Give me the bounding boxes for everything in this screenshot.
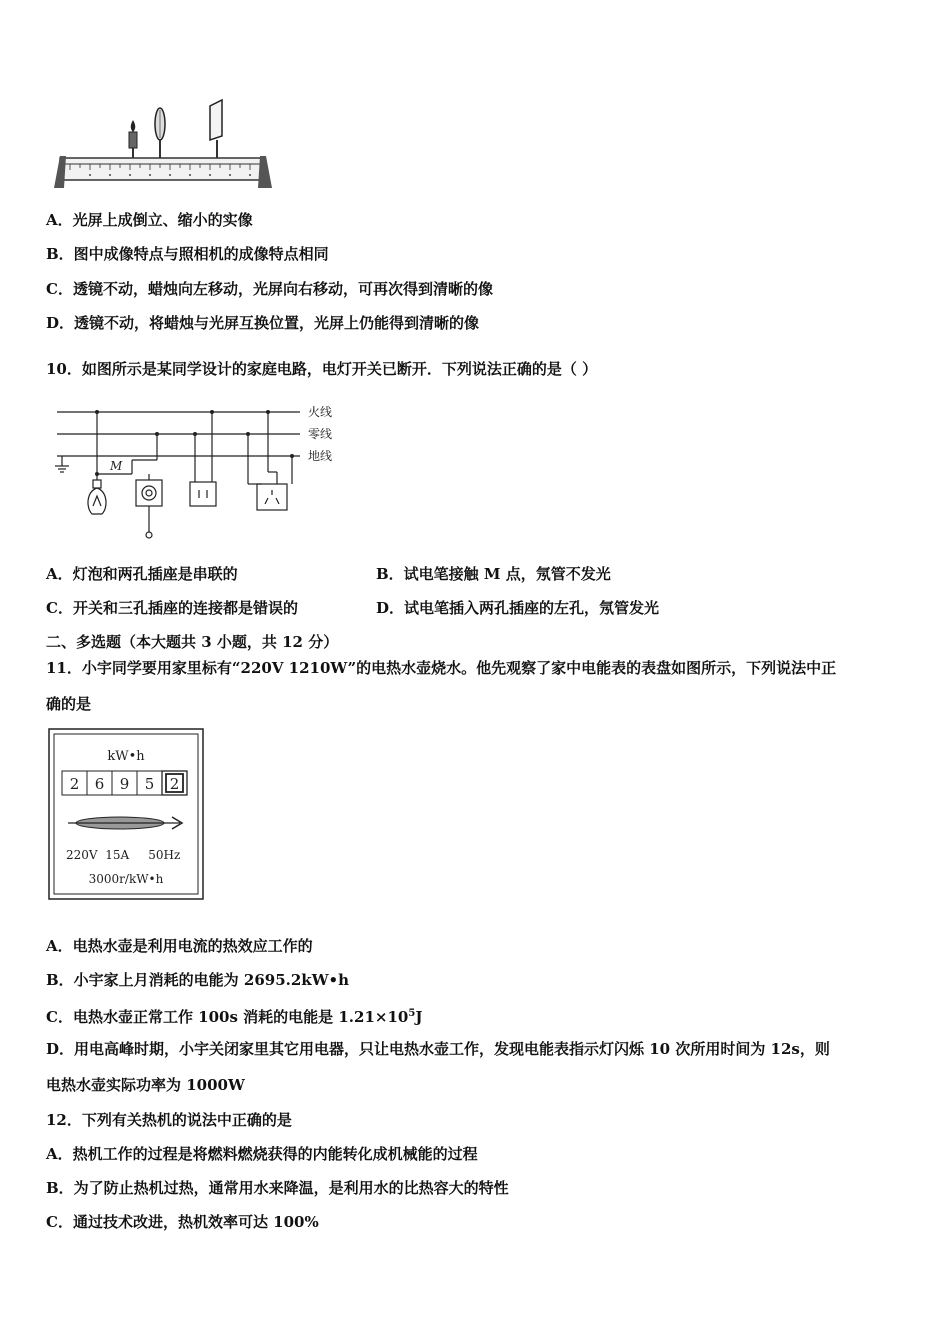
q12-option-a: A．热机工作的过程是将燃料燃烧获得的内能转化成机械能的过程 bbox=[46, 1145, 478, 1163]
live-wire-label: 火线 bbox=[308, 405, 333, 419]
household-circuit-figure bbox=[52, 400, 352, 545]
meter-specs: 220V 15A 50Hz bbox=[66, 848, 181, 862]
q11-stem-line1: 11．小宇同学要用家里标有“220V 1210W”的电热水壶烧水。他先观察了家中电能表的表盘如图所示，下列说法中正 bbox=[46, 659, 837, 677]
q12-option-c: C．通过技术改进，热机效率可达 100% bbox=[46, 1213, 319, 1231]
q10-option-c: C．开关和三孔插座的连接都是错误的 bbox=[46, 599, 298, 617]
q11-option-d-line1: D．用电高峰时期，小宇关闭家里其它用电器，只让电热水壶工作，发现电能表指示灯闪烁 10 次所用时间为 12s，则 bbox=[46, 1040, 830, 1058]
q11-option-b: B．小宇家上月消耗的电能为 2695.2kW•h bbox=[46, 971, 350, 989]
q10-stem: 10．如图所示是某同学设计的家庭电路，电灯开关已断开．下列说法正确的是（ ） bbox=[46, 360, 598, 378]
meter-revolutions: 3000r/kW•h bbox=[88, 872, 164, 886]
bench-rail bbox=[60, 158, 265, 180]
q11-option-a: A．电热水壶是利用电流的热效应工作的 bbox=[46, 937, 313, 955]
lamp-icon bbox=[88, 480, 106, 514]
q9-option-b: B．图中成像特点与照相机的成像特点相同 bbox=[46, 245, 329, 263]
q9-option-a: A．光屏上成倒立、缩小的实像 bbox=[46, 211, 253, 229]
q11-option-d-line2: 电热水壶实际功率为 1000W bbox=[46, 1076, 245, 1094]
q11-stem-line2: 确的是 bbox=[46, 695, 92, 713]
neutral-wire-label: 零线 bbox=[308, 427, 333, 441]
q10-option-b: B．试电笔接触 M 点，氖管不发光 bbox=[376, 565, 611, 583]
meter-digit: 9 bbox=[119, 775, 130, 793]
lens-icon bbox=[155, 108, 165, 158]
candle-icon bbox=[129, 120, 137, 158]
q9-option-c: C．透镜不动，蜡烛向左移动，光屏向右移动，可再次得到清晰的像 bbox=[46, 280, 493, 298]
q12-stem: 12．下列有关热机的说法中正确的是 bbox=[46, 1111, 292, 1129]
point-m-label: M bbox=[110, 459, 123, 473]
bench-right-foot bbox=[258, 156, 272, 188]
ground-wire-label: 地线 bbox=[308, 449, 333, 463]
meter-digit: 6 bbox=[94, 775, 105, 793]
q9-option-d: D．透镜不动，将蜡烛与光屏互换位置，光屏上仍能得到清晰的像 bbox=[46, 314, 480, 332]
optical-bench-figure bbox=[50, 98, 275, 193]
meter-digit: 2 bbox=[169, 775, 180, 793]
energy-meter-figure bbox=[48, 728, 204, 900]
q11-option-c-text: C．电热水壶正常工作 100s 消耗的电能是 1.21×10 bbox=[46, 1008, 409, 1026]
q11-option-c bbox=[46, 1004, 422, 1027]
bench-left-foot bbox=[54, 156, 66, 188]
q11-option-c-unit: J bbox=[415, 1008, 423, 1026]
q10-option-d: D．试电笔插入两孔插座的左孔，氖管发光 bbox=[376, 599, 660, 617]
screen-icon bbox=[210, 100, 222, 158]
meter-digit: 5 bbox=[144, 775, 155, 793]
q12-option-b: B．为了防止热机过热，通常用水来降温，是利用水的比热容大的特性 bbox=[46, 1179, 509, 1197]
section-title: 二、多选题（本大题共 3 小题，共 12 分） bbox=[46, 633, 339, 651]
q10-option-a: A．灯泡和两孔插座是串联的 bbox=[46, 565, 238, 583]
meter-digit: 2 bbox=[69, 775, 80, 793]
q11-option-c-exponent: 5 bbox=[408, 1008, 416, 1019]
meter-unit: kW•h bbox=[107, 749, 145, 764]
